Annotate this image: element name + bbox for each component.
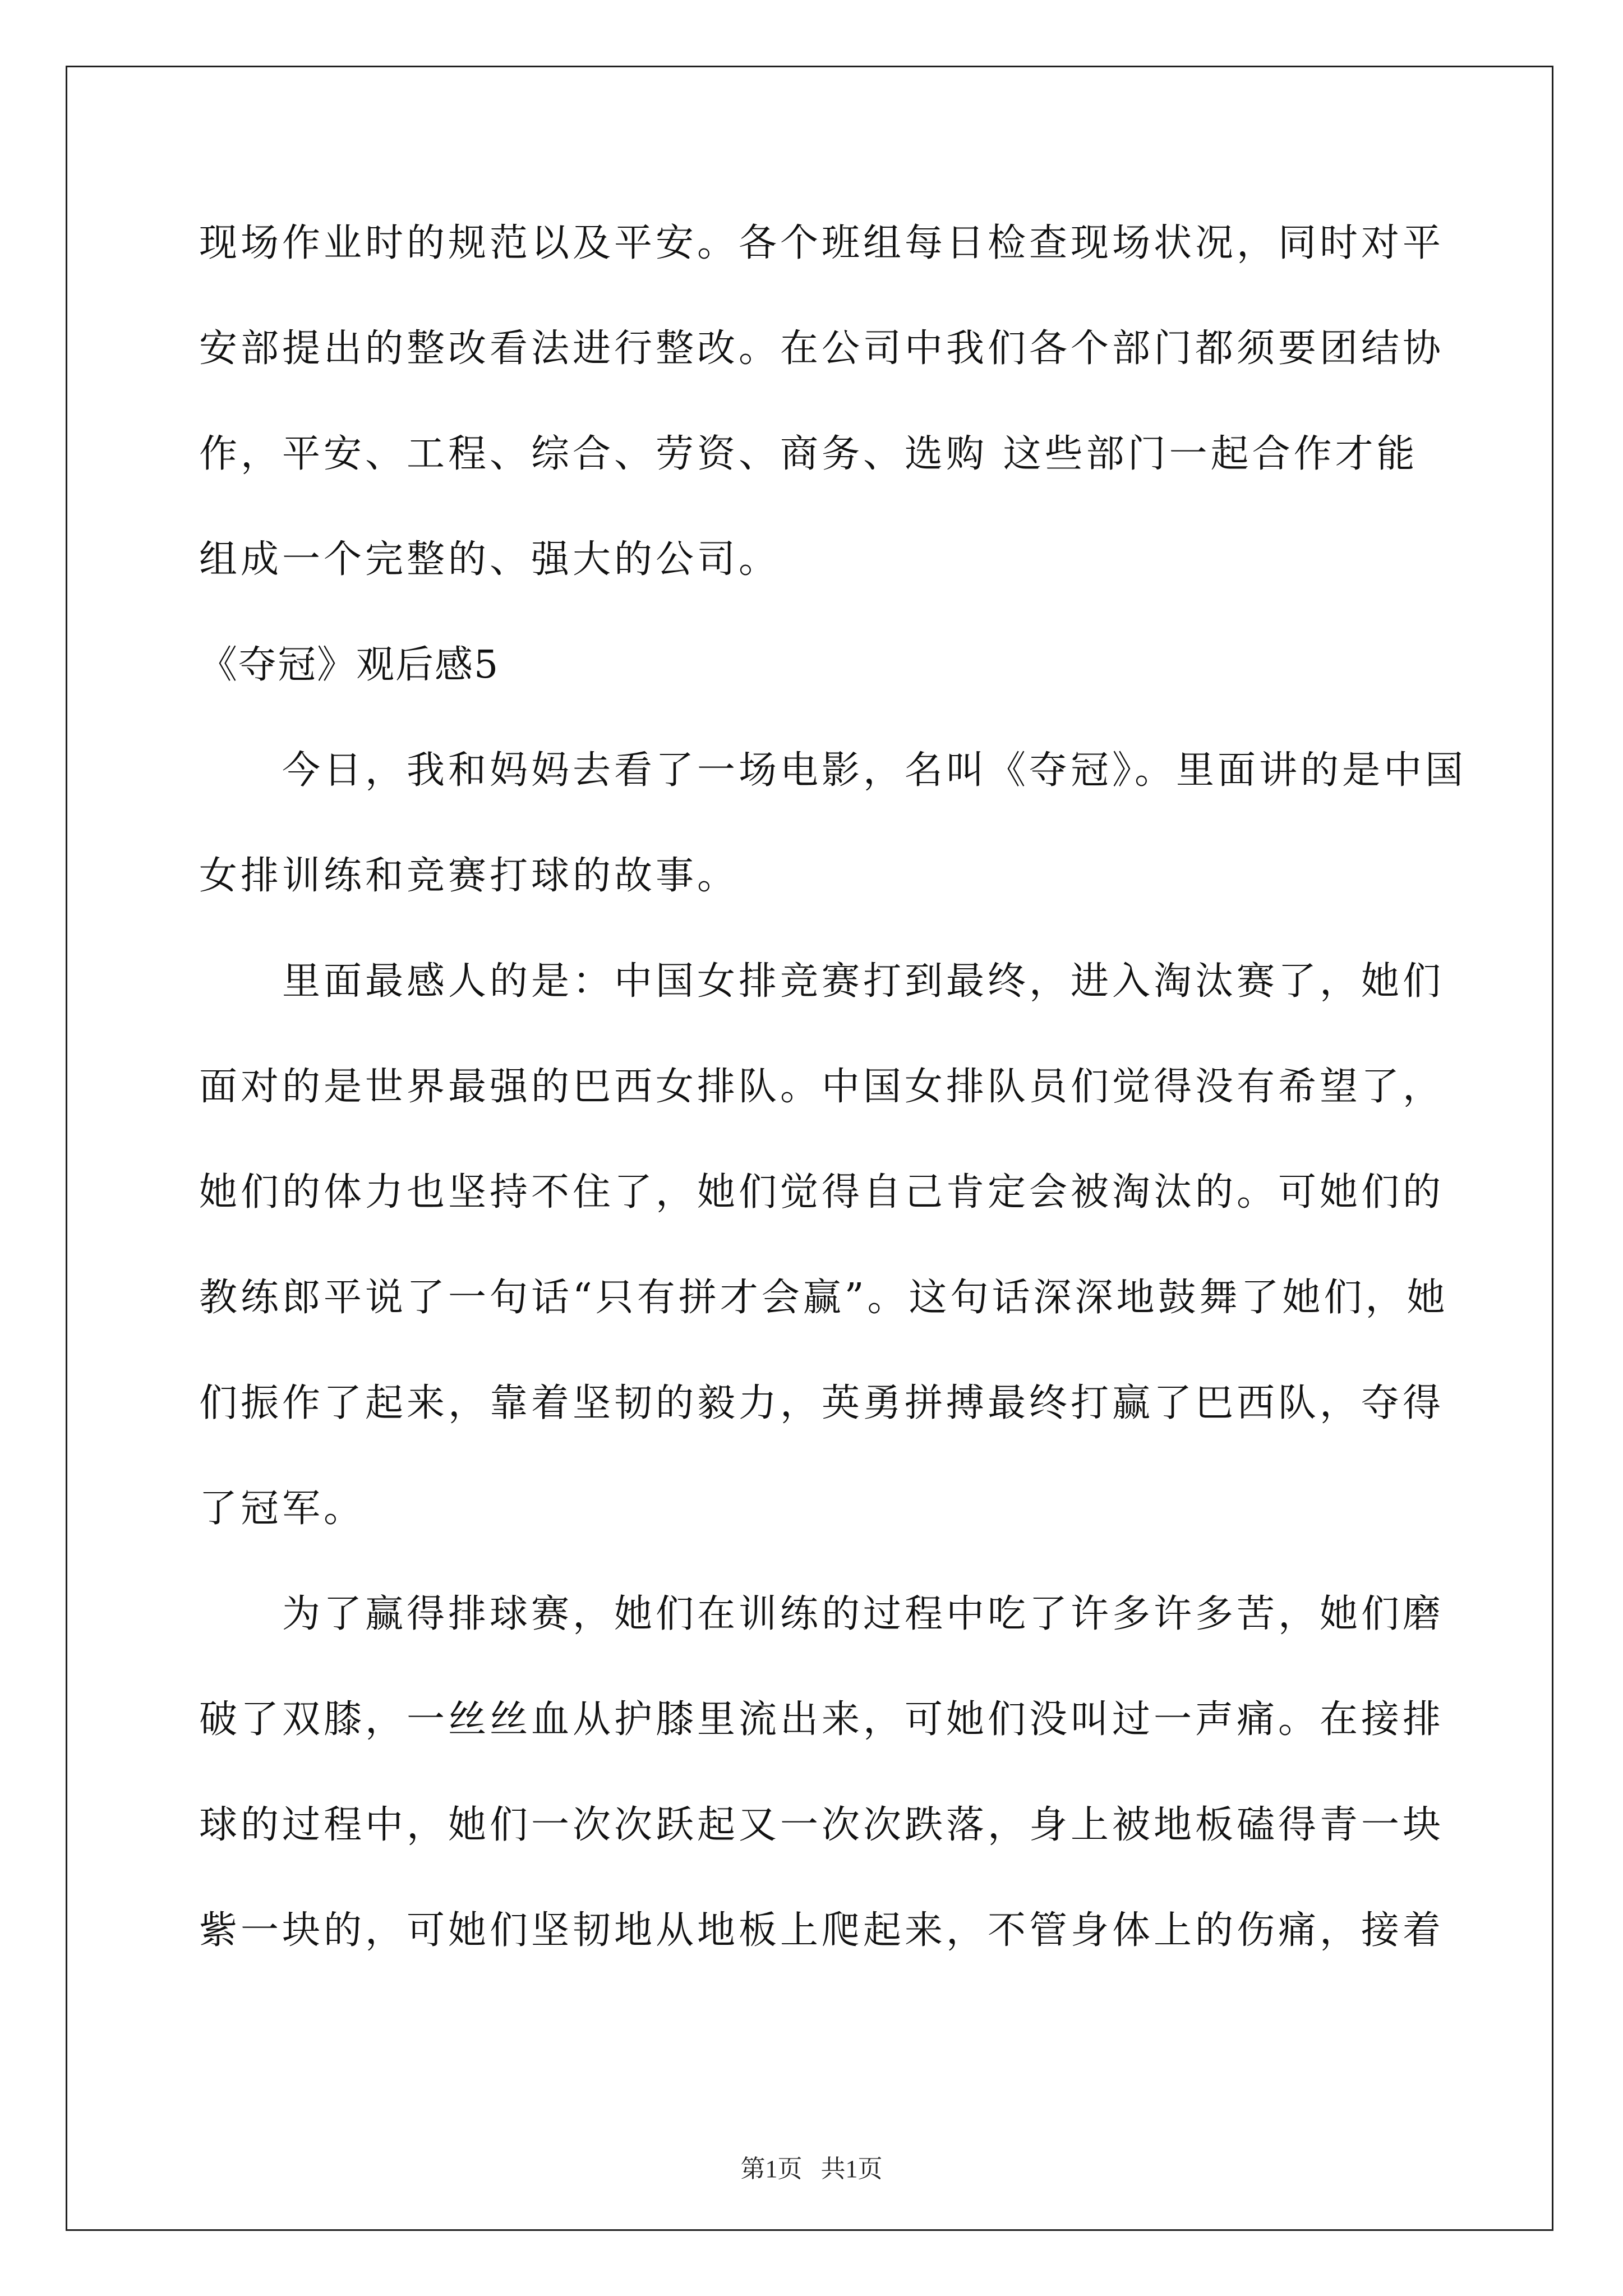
text-line: 了冠军。 xyxy=(199,1487,366,1531)
document-body xyxy=(199,191,1467,1984)
text-line: 女排训练和竞赛打球的故事。 xyxy=(199,854,739,898)
paragraph-first-line: 里面最感人的是：中国女排竞赛打到最终，进入淘汰赛了，她们 xyxy=(282,959,1445,1004)
text-line: 她们的体力也坚持不住了，她们觉得自己肯定会被淘汰的。可她们的 xyxy=(199,1170,1445,1214)
text-line: 现场作业时的规范以及平安。各个班组每日检查现场状况，同时对平 xyxy=(199,221,1445,265)
text-line: 作，平安、工程、综合、劳资、商务、选购 这些部门一起合作才能 xyxy=(199,432,1418,476)
section-heading: 《夺冠》观后感5 xyxy=(199,643,500,687)
text-line: 球的过程中，她们一次次跃起又一次次跌落，身上被地板磕得青一块 xyxy=(199,1803,1445,1847)
paragraph-first-line: 为了赢得排球赛，她们在训练的过程中吃了许多许多苦，她们磨 xyxy=(282,1592,1445,1636)
text-line: 们振作了起来，靠着坚韧的毅力，英勇拼搏最终打赢了巴西队，夺得 xyxy=(199,1381,1445,1425)
text-line: 安部提出的整改看法进行整改。在公司中我们各个部门都须要团结协 xyxy=(199,326,1445,371)
paragraph-first-line: 今日，我和妈妈去看了一场电影，名叫《夺冠》。里面讲的是中国 xyxy=(282,748,1467,793)
text-line: 组成一个完整的、强大的公司。 xyxy=(199,537,781,582)
text-line: 破了双膝，一丝丝血从护膝里流出来，可她们没叫过一声痛。在接排 xyxy=(199,1697,1445,1742)
text-line: 紫一块的，可她们坚韧地从地板上爬起来，不管身体上的伤痛，接着 xyxy=(199,1908,1445,1953)
page-footer: 第1页 共1页 xyxy=(740,2155,883,2183)
text-line: 面对的是世界最强的巴西女排队。中国女排队员们觉得没有希望了， xyxy=(199,1065,1445,1109)
text-line: 教练郎平说了一句话“只有拼才会赢”。这句话深深地鼓舞了她们，她 xyxy=(199,1276,1449,1320)
